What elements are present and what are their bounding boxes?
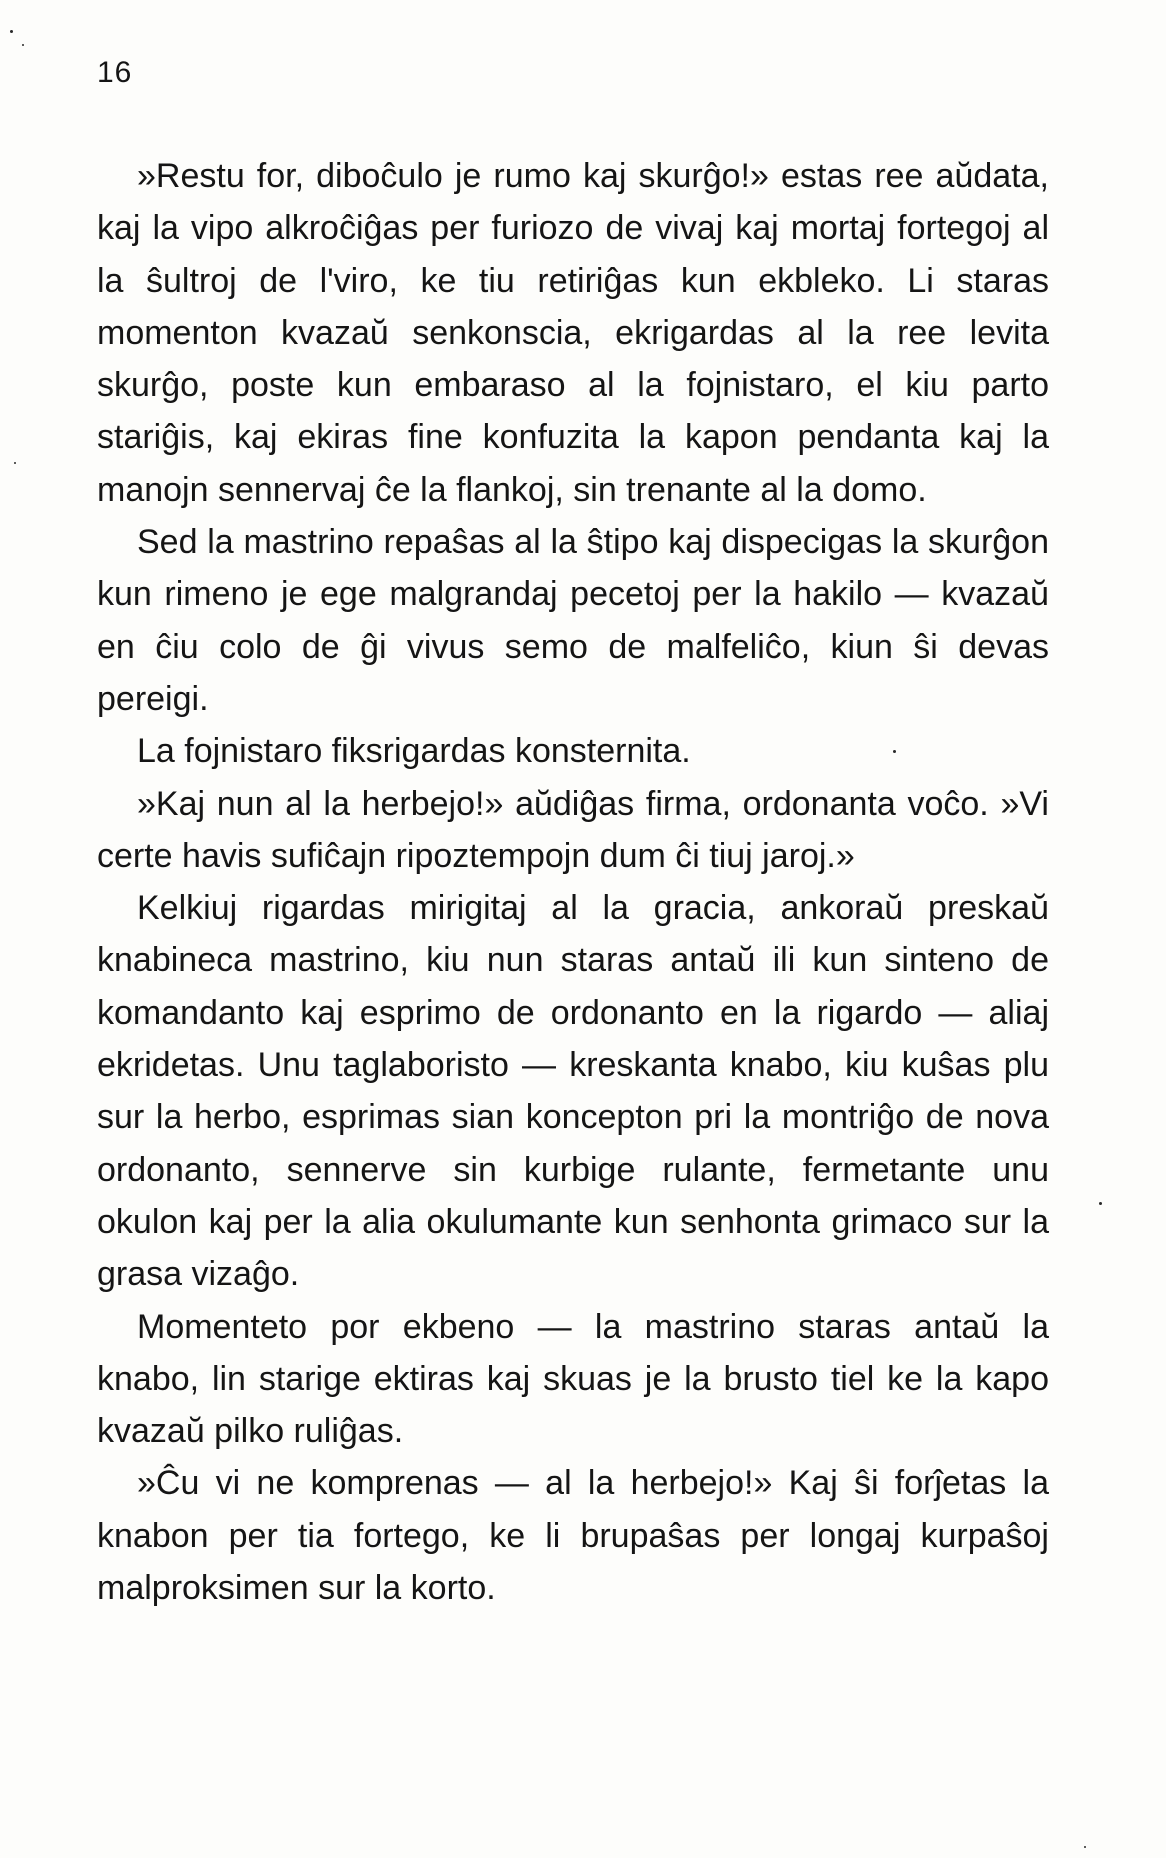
paragraph-1: »Restu for, diboĉulo je rumo kaj skurĝo!» estas ree aŭdata, kaj la vipo alkroĉiĝas per furiozo de vivaj kaj mortaj fortegoj al la ŝultroj de l'viro, ke tiu retiriĝas kun ekbleko. Li staras momenton kvazaŭ senkonscia, ekrigardas al la ree levita skurĝo, poste kun embaraso al la fojnistaro, el kiu parto stariĝis, kaj ekiras fine konfuzita la kapon pendanta kaj la manojn sennervaj ĉe la flankoj, sin trenante al la domo.: [97, 157, 1049, 509]
page-number: 16: [97, 56, 133, 89]
paragraph-2: Sed la mastrino repaŝas al la ŝtipo kaj dispecigas la skurĝon kun rimeno je ege malgrandaj pecetoj per la hakilo — kvazaŭ en ĉiu colo de ĝi vivus semo de malfeliĉo, kiun ŝi devas pereigi.: [97, 523, 1049, 718]
scan-speck: [1084, 1846, 1086, 1848]
scan-speck: [1099, 1202, 1102, 1205]
body-text: [97, 150, 1049, 1614]
scan-speck: [10, 30, 13, 33]
paragraph-7: »Ĉu vi ne komprenas — al la herbejo!» Kaj ŝi forĵetas la knabon per tia fortego, ke li brupaŝas per longaj kurpaŝoj malproksimen sur la korto.: [97, 1464, 1049, 1608]
paragraph-6: Momenteto por ekbeno — la mastrino staras antaŭ la knabo, lin starige ektiras kaj skuas je la brusto tiel ke la kapo kvazaŭ pilko ruliĝas.: [97, 1307, 1049, 1451]
scan-speck: [893, 750, 896, 753]
paragraph-5: Kelkiuj rigardas mirigitaj al la gracia, ankoraŭ preskaŭ knabineca mastrino, kiu nun staras antaŭ ili kun sinteno de komandanto kaj esprimo de ordonanto en la rigardo — aliaj ekridetas. Unu taglaboristo — kreskanta knabo, kiu kuŝas plu sur la herbo, esprimas sian koncepton pri la montriĝo de nova ordonanto, sennerve sin kurbige rulante, fermetante unu okulon kaj per la alia okulumante kun senhonta grimaco sur la grasa vizaĝo.: [97, 889, 1049, 1294]
paragraph-3: La fojnistaro fiksrigardas konsternita.: [137, 732, 691, 771]
scan-speck: [14, 462, 16, 464]
scan-speck: [22, 44, 24, 46]
paragraph-4: »Kaj nun al la herbejo!» aŭdiĝas firma, ordonanta voĉo. »Vi certe havis sufiĉajn ripoztempojn dum ĉi tiuj jaroj.»: [97, 784, 1049, 875]
